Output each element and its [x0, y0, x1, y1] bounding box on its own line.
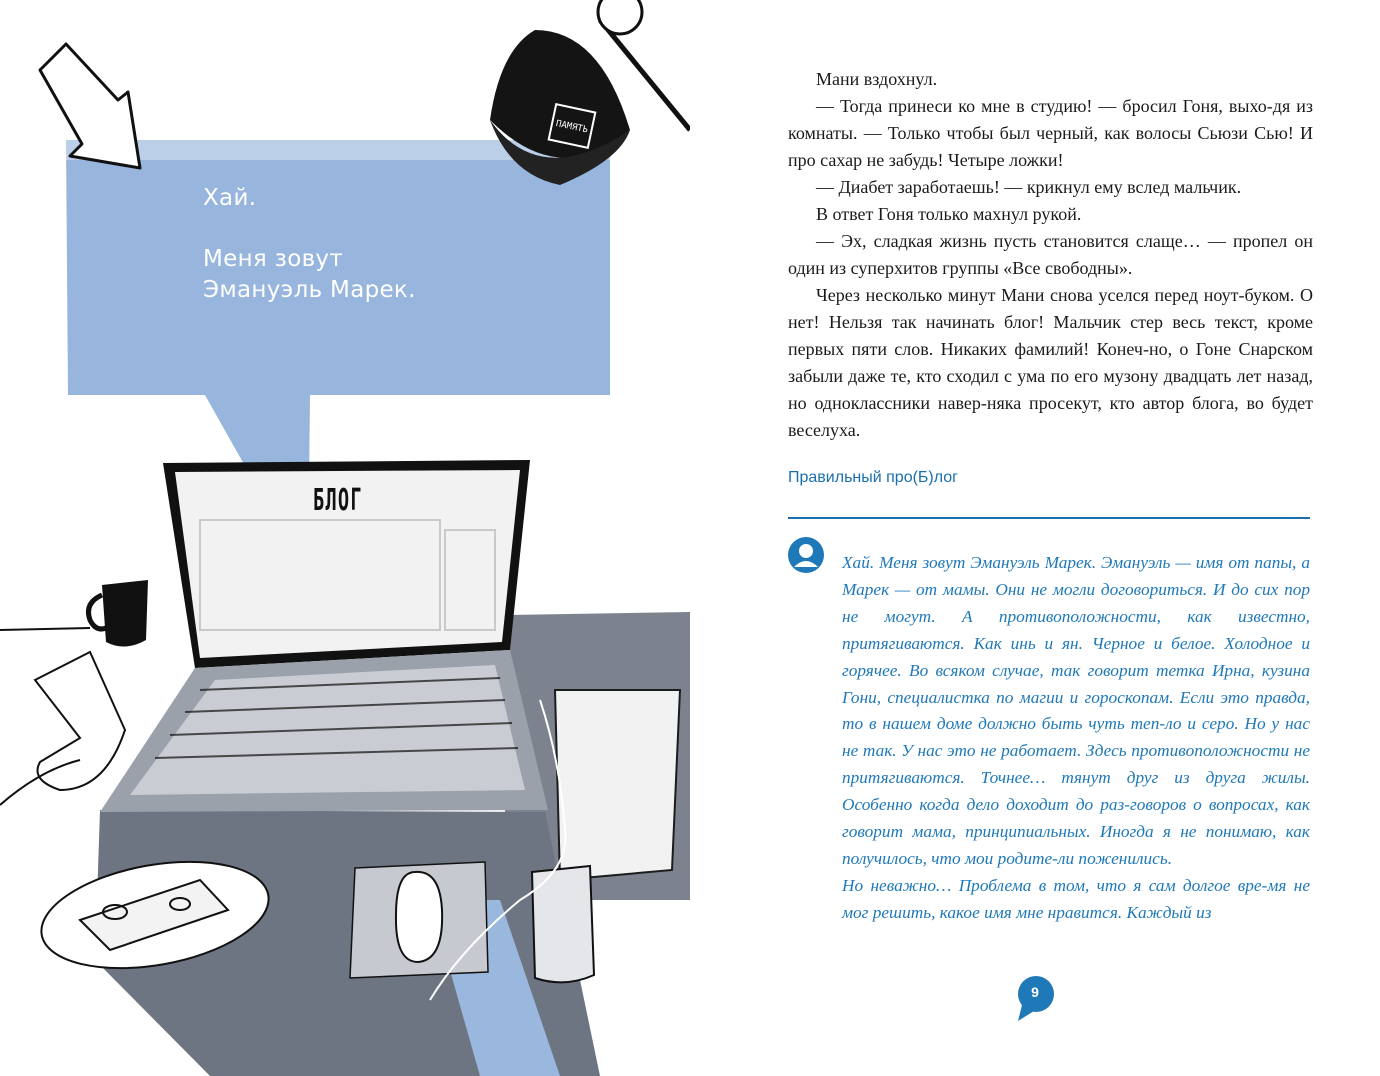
- screen-label: БЛОГ: [313, 483, 363, 518]
- arrow-icon: [40, 44, 140, 168]
- page-number: 9: [1031, 984, 1039, 1000]
- blog-post: [842, 550, 1310, 927]
- blog-section-title: Правильный про(Б)лог: [788, 469, 958, 486]
- text-page: [690, 0, 1380, 1076]
- prose-text: [788, 66, 1313, 444]
- prose-paragraph: — Диабет заработаешь! — крикнул ему вслед мальчик.: [816, 177, 1242, 197]
- bubble-line-1: Меня зовут: [203, 246, 344, 272]
- lamp-icon: [490, 0, 690, 185]
- prose-paragraph: Через несколько минут Мани снова уселся перед ноут-буком. О нет! Нельзя так начинать блог! Мальчик стер весь текст, кроме первых пяти слов. Никаких фамилий! Конеч-но, о Гоне Снарском забыли даже те, кто сходил с ума по его музону двадцать лет назад, но одноклассники навер-няка просекут, кто автор блога, во будет веселуха.: [788, 285, 1313, 440]
- lamp-label: ПАМЯТЬ: [554, 119, 589, 136]
- speech-bubble-text: [203, 183, 416, 306]
- prose-paragraph: Мани вздохнул.: [816, 69, 938, 89]
- avatar-icon: [788, 537, 824, 573]
- bubble-line-2: Эмануэль Марек.: [203, 277, 416, 303]
- mouse-icon: [396, 872, 442, 962]
- divider: [788, 517, 1310, 519]
- bubble-greeting: Хай.: [203, 185, 257, 211]
- prose-paragraph: — Тогда принеси ко мне в студию! — бросил Гоня, выхо-дя из комнаты. — Только чтобы был черный, как волосы Сьюзи Сью! И про сахар не забудь! Четыре ложки!: [788, 96, 1313, 170]
- prose-paragraph: В ответ Гоня только махнул рукой.: [816, 204, 1082, 224]
- blog-paragraph: Хай. Меня зовут Эмануэль Марек. Эмануэль — имя от папы, а Марек — от мамы. Они не могли договориться. И до сих пор не могут. А противоположности, как известно, притягиваются. Как инь и ян. Черное и белое. Холодное и горячее. Во всяком случае, так говорит тетка Ирна, кузина Гони, специалистка по магии и гороскопам. Если это правда, то в нашем доме должно быть чуть теп-ло и серо. Но у нас не так. У нас это не работает. Здесь противоположности не притягиваются. Точнее… тянут друг из друга жилы. Особенно когда дело доходит до раз-говоров о вопросах, как говорит мама, принципиальных. Иногда я не понимаю, как получилось, что мои родите-ли поженились.: [842, 553, 1310, 868]
- prose-paragraph: — Эх, сладкая жизнь пусть становится слаще… — пропел он один из суперхитов группы «Все свободны».: [788, 231, 1313, 278]
- blog-paragraph: Но неважно… Проблема в том, что я сам долгое вре-мя не мог решить, какое имя мне нравится. Каждый из: [842, 875, 1310, 922]
